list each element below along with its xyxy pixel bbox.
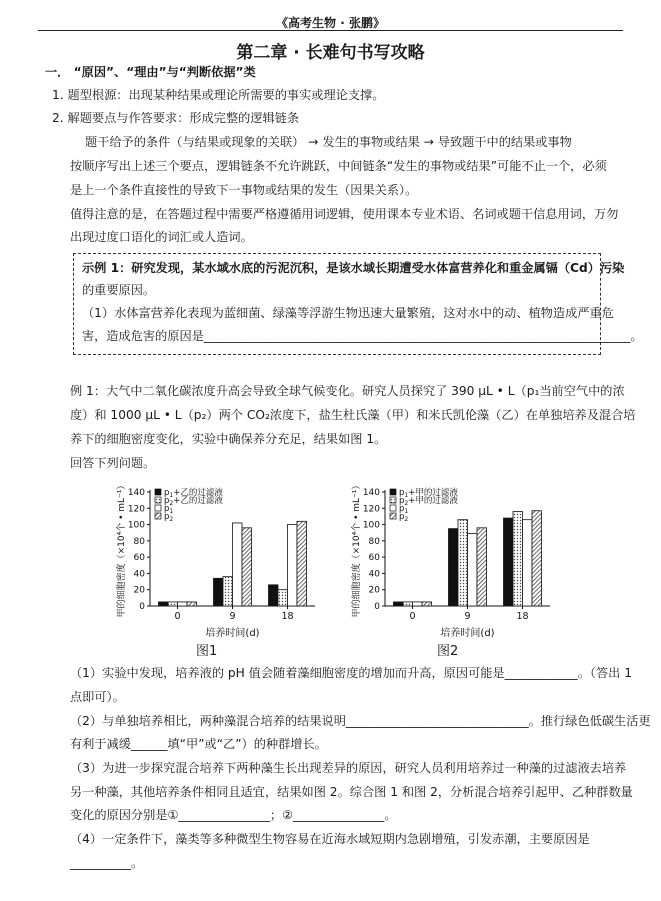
question-3-line-1: （3）为进一步探究混合培养下两种藻生长出现差异的原因，研究人员利用培养过一种藻的过滤液去培养 <box>70 761 627 775</box>
y-tick-label: 20 <box>368 585 380 596</box>
figure-1-caption: 图1 <box>196 644 218 659</box>
legend-label: $p_1+$乙的过滤液 <box>164 488 223 499</box>
box-line-4: 害，造成危害的原因是______________________________________________________________________。 <box>82 329 643 343</box>
figure-2-chart <box>345 480 555 655</box>
question-1-line-1: （1）实验中发现，培养液的 pH 值会随着藻细胞密度的增加而升高，原因可能是____________。（答出 1 <box>70 666 632 680</box>
legend-swatch <box>390 505 396 511</box>
bar <box>468 534 478 606</box>
y-tick-label: 80 <box>133 536 145 547</box>
question-2-line-1: （2）与单独培养相比，两种藻混合培养的结果说明______________________________。推行绿色低碳生活更 <box>70 714 651 728</box>
bar <box>223 577 233 606</box>
x-tick-label: 18 <box>516 611 529 622</box>
question-3-line-2: 另一种藻，其他培养条件相同且适宜，结果如图 2。综合图 1 和图 2，分析混合培养引起甲、乙种群数量 <box>70 785 633 799</box>
x-tick-label: 0 <box>174 611 181 622</box>
y-tick-label: 100 <box>362 520 380 531</box>
x-axis-label: 培养时间(d) <box>440 628 495 639</box>
legend-label: $p_2$ <box>164 512 174 523</box>
legend-label: $p_1$ <box>164 504 174 515</box>
bar <box>504 518 514 606</box>
y-axis-label: 甲的细胞密度（×10⁴个 • mL⁻¹） <box>352 480 362 618</box>
y-tick-label: 120 <box>127 504 145 515</box>
bar <box>242 528 252 606</box>
point-2: 2. 解题要点与作答要求：形成完整的逻辑链条 <box>52 111 300 125</box>
y-tick-label: 0 <box>139 602 145 612</box>
x-tick-label: 9 <box>229 611 236 622</box>
legend-label: $p_1+$甲的过滤液 <box>399 488 458 499</box>
legend-swatch <box>155 513 161 519</box>
figure-1-chart <box>110 480 320 655</box>
question-3-line-3: 变化的原因分别是①_______________；②_______________。 <box>70 808 397 822</box>
legend-label: $p_2$ <box>399 512 409 523</box>
box-line-2: 的重要原因。 <box>82 283 156 297</box>
box-line-3: （1）水体富营养化表现为蓝细菌、绿藻等浮游生物迅速大量繁殖，这对水中的动、植物造成严重危 <box>82 306 614 320</box>
legend-swatch <box>155 497 161 503</box>
y-tick-label: 0 <box>374 602 380 612</box>
legend-swatch <box>155 505 161 511</box>
y-tick-label: 140 <box>362 488 380 498</box>
example-line-1: 例 1：大气中二氧化碳浓度升高会导致全球气候变化。研究人员探究了 390 μL • L（p₁当前空气中的浓 <box>70 384 625 398</box>
legend-swatch <box>390 497 396 503</box>
bar <box>297 521 307 606</box>
bar <box>458 520 468 606</box>
legend-swatch <box>390 513 396 519</box>
y-tick-label: 80 <box>368 536 380 547</box>
box-line-1: 示例 1：研究发现，某水域水底的污泥沉积，是该水域长期遭受水体富营养化和重金属镉（Cd）污染 <box>82 261 625 275</box>
point-1: 1. 题型根源：出现某种结果或理论所需要的事实或理论支撑。 <box>52 88 385 102</box>
paragraph-1-line-1: 按顺序写出上述三个要点，逻辑链条不允许跳跃，中间链条“发生的事物或结果”可能不止一个，必须 <box>70 159 607 173</box>
bar <box>168 602 178 606</box>
bar <box>477 528 487 606</box>
example-line-3: 养下的细胞密度变化，实验中确保养分充足，结果如图 1。 <box>70 432 387 446</box>
header-divider <box>38 30 623 31</box>
example-line-2: 度）和 1000 μL • L（p₂）两个 CO₂浓度下，盐生杜氏藻（甲）和米氏凯伦藻（乙）在单独培养及混合培 <box>70 408 636 422</box>
question-4-line-2: __________。 <box>70 856 144 870</box>
paragraph-2-line-2: 出现过度口语化的词汇或人造词。 <box>70 230 253 244</box>
example-line-4: 回答下列问题。 <box>70 456 156 470</box>
y-tick-label: 40 <box>133 569 145 580</box>
bar <box>178 602 188 606</box>
bar <box>288 525 298 606</box>
page-header: 《高考生物 · 张鹏》 <box>276 16 385 30</box>
legend-swatch <box>155 489 161 495</box>
x-tick-label: 9 <box>464 611 471 622</box>
legend-label: $p_2+$乙的过滤液 <box>164 496 223 507</box>
paragraph-2-line-1: 值得注意的是，在答题过程中需要严格遵循用词逻辑，使用课本专业术语、名词或题干信息用词，万勿 <box>70 207 619 221</box>
bar <box>523 520 533 606</box>
x-axis-label: 培养时间(d) <box>205 628 260 639</box>
y-tick-label: 20 <box>133 585 145 596</box>
question-4-line-1: （4）一定条件下，藻类等多种微型生物容易在近海水域短期内急剧增殖，引发赤潮，主要原因是 <box>70 832 590 846</box>
bar <box>233 523 243 606</box>
legend-swatch <box>390 489 396 495</box>
bar <box>422 602 432 606</box>
x-tick-label: 18 <box>281 611 294 622</box>
page-title: 第二章 · 长难句书写攻略 <box>236 43 425 63</box>
bar <box>449 529 459 606</box>
bar <box>413 602 423 606</box>
y-tick-label: 120 <box>362 504 380 515</box>
x-tick-label: 0 <box>409 611 416 622</box>
y-tick-label: 140 <box>127 488 145 498</box>
logic-chain: 题干给予的条件（与结果或现象的关联） → 发生的事物或结果 → 导致题干中的结果或事物 <box>85 135 572 149</box>
bar <box>278 590 288 606</box>
question-2-line-2: 有利于减缓______填“甲”或“乙”）的种群增长。 <box>70 737 327 751</box>
figure-2-caption: 图2 <box>437 644 459 659</box>
bar <box>187 602 197 606</box>
legend-label: $p_2+$甲的过滤液 <box>399 496 458 507</box>
question-1-line-2: 点即可）。 <box>70 690 125 704</box>
legend-label: $p_1$ <box>399 504 409 515</box>
y-tick-label: 100 <box>127 520 145 531</box>
bar <box>269 585 279 606</box>
bar <box>214 578 224 606</box>
bar <box>513 512 523 606</box>
y-axis-label: 甲的细胞密度（×10⁴个 • mL⁻¹） <box>117 480 127 618</box>
y-tick-label: 40 <box>368 569 380 580</box>
y-tick-label: 60 <box>133 553 145 564</box>
section-heading: 一． “原因”、“理由”与“判断依据”类 <box>45 65 256 79</box>
y-tick-label: 60 <box>368 553 380 564</box>
bar <box>394 602 404 606</box>
paragraph-1-line-2: 是上一个条件直接性的导致下一事物或结果的发生（因果关系）。 <box>70 183 418 197</box>
bar <box>159 602 169 606</box>
bar <box>532 511 542 606</box>
bar <box>403 602 413 606</box>
